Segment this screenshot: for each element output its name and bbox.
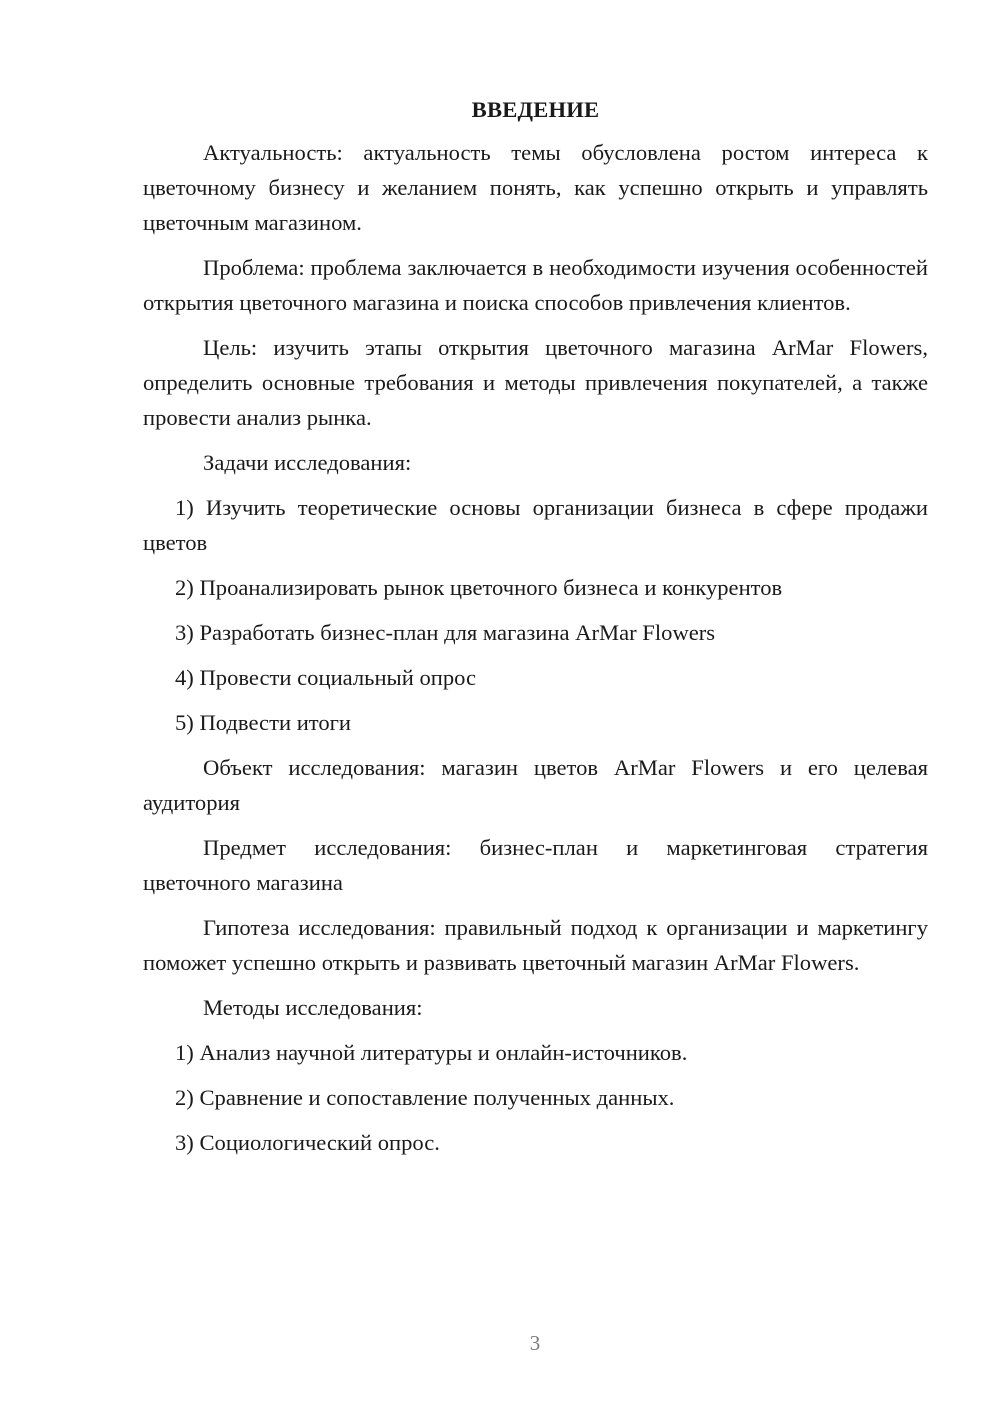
task-item: 2) Проанализировать рынок цветочного бизнеса и конкурентов [175, 575, 783, 600]
document-body [143, 92, 928, 1170]
tasks-heading: Задачи исследования: [203, 450, 412, 475]
goal-paragraph: Цель: изучить этапы открытия цветочного магазина ArMar Flowers, определить основные требования и методы привлечения покупателей, а также провести анализ рынка. [143, 335, 928, 430]
task-item: 3) Разработать бизнес-план для магазина ArMar Flowers [175, 620, 716, 645]
method-item: 3) Социологический опрос. [175, 1130, 440, 1155]
method-item: 1) Анализ научной литературы и онлайн-источников. [175, 1040, 688, 1065]
problem-paragraph: Проблема: проблема заключается в необходимости изучения особенностей открытия цветочного магазина и поиска способов привлечения клиентов. [143, 255, 928, 315]
methods-heading: Методы исследования: [203, 995, 423, 1020]
method-item: 2) Сравнение и сопоставление полученных данных. [175, 1085, 675, 1110]
subject-paragraph: Предмет исследования: бизнес-план и маркетинговая стратегия цветочного магазина [143, 835, 928, 895]
task-item: 5) Подвести итоги [175, 710, 352, 735]
page-number: 3 [529, 1331, 541, 1355]
relevance-paragraph: Актуальность: актуальность темы обусловлена ростом интереса к цветочному бизнесу и желанием понять, как успешно открыть и управлять цветочным магазином. [143, 140, 928, 235]
object-paragraph: Объект исследования: магазин цветов ArMar Flowers и его целевая аудитория [143, 755, 928, 815]
hypothesis-paragraph: Гипотеза исследования: правильный подход к организации и маркетингу поможет успешно открыть и развивать цветочный магазин ArMar Flowers. [143, 915, 928, 975]
section-title: ВВЕДЕНИЕ [471, 97, 600, 122]
task-item: 4) Провести социальный опрос [175, 665, 477, 690]
task-item: 1) Изучить теоретические основы организации бизнеса в сфере продажи цветов [143, 495, 928, 555]
